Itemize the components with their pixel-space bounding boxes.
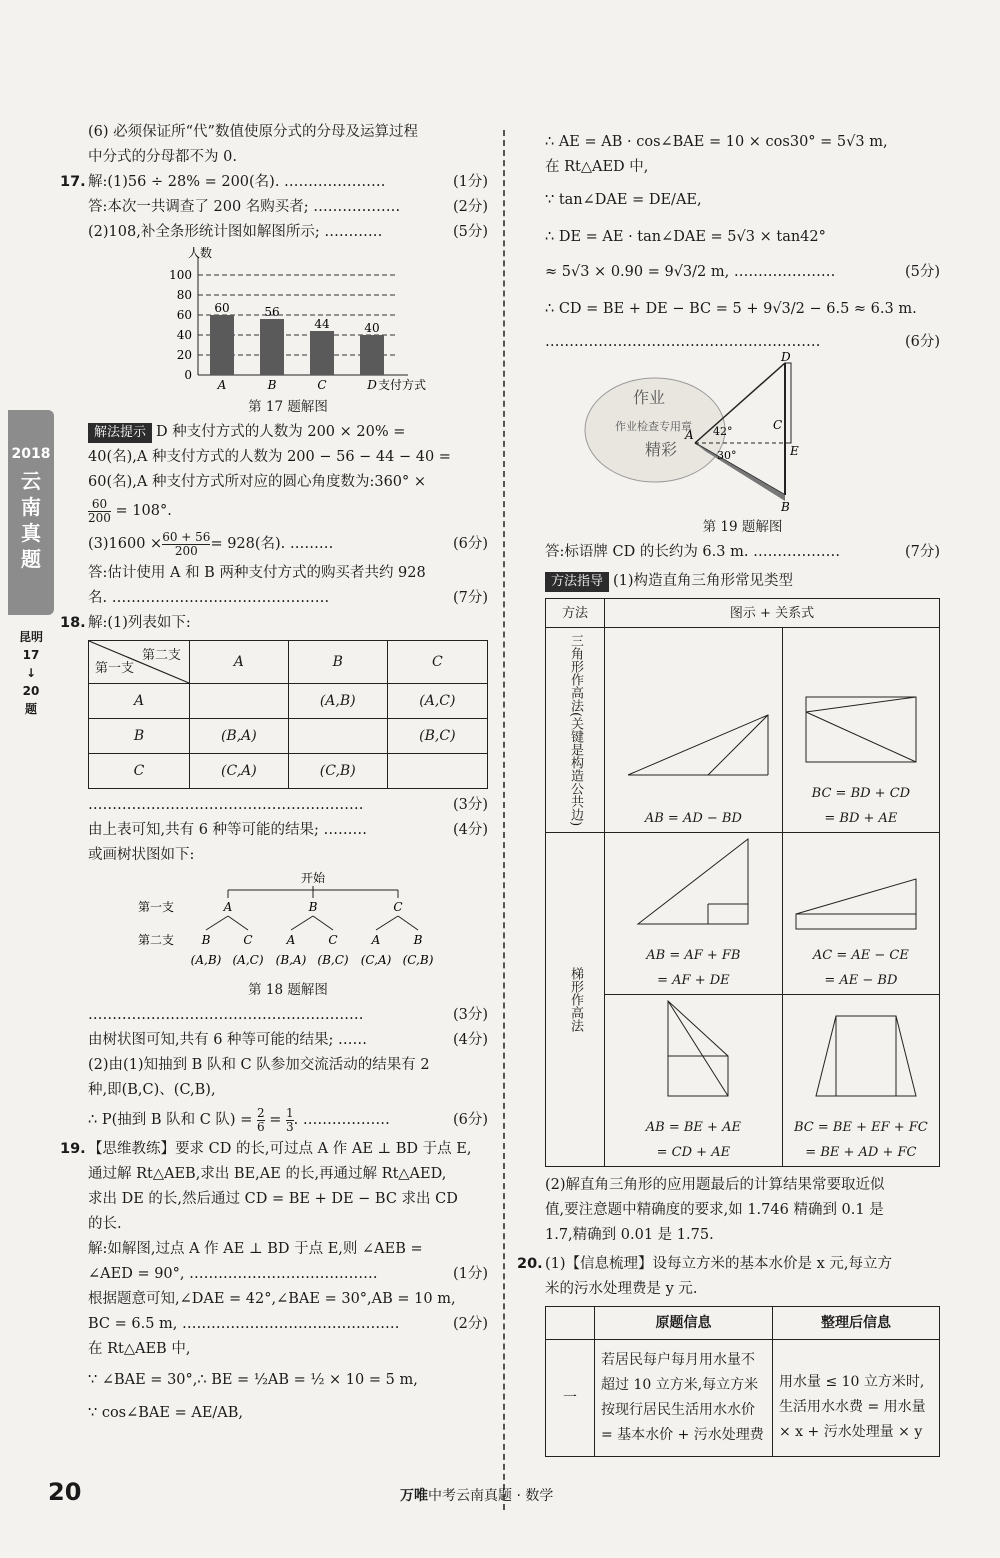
numerator: 2 — [256, 1105, 265, 1120]
r5-line: ≈ 5√3 × 0.90 = 9√3/2 m, ………………… (5分) — [545, 260, 940, 285]
denominator: 200 — [174, 543, 198, 558]
tree-outcome: (B,A) — [275, 953, 307, 967]
figure-19 — [545, 350, 940, 515]
row-header: C — [89, 754, 190, 789]
stamp-text: 精彩 — [645, 440, 678, 459]
footer-brand: 万唯 — [400, 1488, 428, 1504]
mt-cell — [605, 833, 783, 995]
text: = — [269, 1112, 282, 1128]
bar-value-label: 40 — [364, 321, 380, 335]
point-label: B — [781, 500, 790, 514]
info-table — [545, 1306, 940, 1457]
tree-node: A — [286, 933, 296, 947]
tree-level-label: 第二支 — [138, 933, 175, 947]
page-number: 20 — [48, 1478, 82, 1506]
side-char: 南 — [21, 495, 41, 519]
formula: AB = AF + FB — [646, 948, 741, 964]
formula: = BE + AD + FC — [805, 1145, 917, 1161]
text-line: 或画树状图如下: — [88, 847, 195, 863]
method-line — [545, 569, 940, 594]
text: (2)108,补全条形统计图如解图所示; — [88, 224, 320, 240]
text-line: 米的污水处理费是 y 元. — [545, 1281, 698, 1298]
q18-g-line: ∴ P(抽到 B 队和 C 队) = $\frac{2}{6}$ = $\frac{1}{3}$ . ……………… (6分) — [88, 1103, 488, 1137]
mt-row-label: 三角形作高法(关键是构造公共边) — [546, 628, 605, 833]
tree-diagram — [88, 868, 488, 978]
text: ≈ 5√3 × 0.90 = 9√3/2 m, — [545, 264, 730, 280]
ans19-line: 答:标语牌 CD 的长约为 6.3 m. ……………… (7分) — [545, 540, 940, 565]
text-line: ∴ CD = BE + DE − BC = 5 + 9√3/2 − 6.5 ≈ 6.3 m. — [545, 301, 917, 317]
footer-title — [400, 1485, 553, 1505]
y-tick-label: 60 — [176, 308, 192, 322]
formula: AB = AD − BD — [644, 811, 742, 827]
mt-cell — [782, 628, 939, 833]
x-tick-label: A — [217, 378, 227, 392]
text: 答:标语牌 CD 的长约为 6.3 m. — [545, 544, 749, 560]
question-number: 20. — [517, 1256, 543, 1273]
mt-head: 图示 + 关系式 — [605, 599, 940, 628]
diagram-1 — [608, 697, 778, 797]
denominator: 3 — [285, 1119, 294, 1134]
column-divider — [503, 130, 505, 1510]
info-head: 整理后信息 — [773, 1307, 940, 1340]
row-header: A — [89, 684, 190, 719]
col-header: B — [288, 641, 387, 684]
mt-cell — [605, 995, 783, 1167]
bar — [360, 335, 384, 375]
tree-start: 开始 — [300, 871, 326, 885]
info-head: 原题信息 — [595, 1307, 773, 1340]
point-label: D — [781, 350, 791, 364]
info-orig: 若居民每户每月用水量不超过 10 立方米,每立方米按现行居民生活用水水价 = 基本水价 + 污水处理费 — [595, 1340, 773, 1457]
side-tab — [8, 410, 54, 615]
text-line: ∵ tan∠DAE = DE/AE, — [545, 192, 702, 208]
denominator: 200 — [88, 510, 111, 525]
row-header: B — [89, 719, 190, 754]
q17-3-line: (3)1600 × $\frac{60 + 56}{200}$ = 928(名). ……… (6分) — [88, 527, 488, 561]
method-tag: 方法指导 — [545, 572, 609, 592]
col-header: A — [190, 641, 289, 684]
y-tick-label: 100 — [169, 268, 192, 282]
text: (3)1600 × — [88, 536, 163, 552]
text-line: ∵ ∠BAE = 30°,∴ BE = ½AB = ½ × 10 = 5 m, — [88, 1372, 418, 1388]
range-part: ↓ — [25, 666, 37, 680]
info-sorted: 用水量 ≤ 10 立方米时,生活用水水费 = 用水量 × x + 污水处理量 × y — [773, 1340, 940, 1457]
text-line: 解:如解图,过点 A 作 AE ⊥ BD 于点 E,则 ∠AEB = — [88, 1241, 423, 1257]
text-line: 在 Rt△AEB 中, — [88, 1341, 191, 1357]
table-row — [89, 754, 488, 789]
mt-cell — [782, 833, 939, 995]
text: BC = 6.5 m, — [88, 1316, 178, 1332]
chart-caption: 第 17 题解图 — [248, 399, 328, 415]
hint-line-4 — [88, 495, 488, 527]
side-char: 真 — [21, 521, 41, 545]
outcome-table — [88, 640, 488, 789]
q18-d-line: 由树状图可知,共有 6 种等可能的结果; …… (4分) — [88, 1028, 488, 1053]
text: ∴ P(抽到 B 队和 C 队) = — [88, 1112, 253, 1128]
point-label: C — [773, 418, 783, 432]
text-line: (2)由(1)知抽到 B 队和 C 队参加交流活动的结果有 2 — [88, 1057, 430, 1073]
points: (5分) — [452, 224, 488, 240]
text-line: (6) 必须保证所“代”数值使原分式的分母及运算过程 — [88, 124, 418, 140]
tree-node: C — [393, 900, 403, 914]
text-line: 在 Rt△AED 中, — [545, 159, 649, 175]
points: (6分) — [452, 536, 488, 552]
range-part: 20 — [22, 684, 40, 698]
fraction — [88, 498, 111, 525]
question-number: 18. — [60, 615, 86, 631]
tree-node: A — [223, 900, 233, 914]
table-cell — [190, 684, 289, 719]
x-tick-label: C — [317, 378, 327, 392]
formula: = CD + AE — [656, 1145, 731, 1161]
tree-outcome: (A,B) — [190, 953, 222, 967]
formula: = AE − BD — [824, 973, 898, 989]
bar — [260, 319, 284, 375]
text: 解:(1)列表如下: — [88, 615, 191, 631]
points: (2分) — [452, 1316, 488, 1332]
x-tick-label: B — [267, 378, 277, 392]
text-line: ∴ AE = AB · cos∠BAE = 10 × cos30° = 5√3 m, — [545, 134, 888, 150]
range-part: 17 — [22, 648, 40, 662]
text: 【思维教练】要求 CD 的长,可过点 A 作 AE ⊥ BD 于点 E, — [88, 1141, 472, 1157]
tree-outcome: (A,C) — [232, 953, 264, 967]
x-axis-label: 支付方式 — [378, 378, 427, 392]
text-line: 60(名),A 种支付方式所对应的圆心角度数为:360° × — [88, 474, 427, 490]
stamp-text: 作业 — [633, 388, 666, 407]
text-line: 种,即(B,C)、(C,B), — [88, 1082, 216, 1098]
text-line: ∴ DE = AE · tan∠DAE = 5√3 × tan42° — [545, 229, 826, 245]
r7-line: ………………………………………………… (6分) — [545, 330, 940, 355]
question-number: 17. — [60, 174, 86, 190]
q19-h-line: BC = 6.5 m, ……………………………………… (2分) — [88, 1312, 488, 1337]
points: (7分) — [904, 544, 940, 560]
formula: = AF + DE — [657, 973, 730, 989]
formula: BC = BE + EF + FC — [794, 1120, 928, 1136]
bar-value-label: 44 — [314, 317, 330, 331]
mt-cell — [605, 628, 783, 833]
bar-value-label: 60 — [214, 301, 230, 315]
hint-line-1 — [88, 420, 488, 445]
diagram-2 — [786, 682, 936, 772]
table-cell: (B,C) — [387, 719, 487, 754]
fraction — [257, 1107, 265, 1134]
bar-value-label: 56 — [264, 305, 280, 319]
range-part: 题 — [24, 702, 37, 716]
side-char: 云 — [21, 469, 41, 493]
q18-pts-line: ………………………………………………… (3分) — [88, 793, 488, 818]
diagram-4 — [786, 874, 936, 934]
text: 由上表可知,共有 6 种等可能的结果; — [88, 822, 319, 838]
numerator: 60 + 56 — [162, 529, 211, 544]
y-tick-label: 0 — [184, 368, 192, 382]
q18-pts2-line: ………………………………………………… (3分) — [88, 1003, 488, 1028]
figure-19-caption: 第 19 题解图 — [702, 519, 783, 535]
text: D 种支付方式的人数为 200 × 20% = — [156, 424, 406, 440]
formula: BC = BD + CD — [811, 786, 911, 802]
diagram-6 — [786, 1006, 936, 1106]
formula: = BD + AE — [824, 811, 898, 827]
header-first: 第一支 — [95, 661, 135, 676]
tree-branches — [206, 916, 418, 930]
q18-b-line: 由上表可知,共有 6 种等可能的结果; ……… (4分) — [88, 818, 488, 843]
right-column — [517, 130, 940, 1457]
mt-head: 方法 — [546, 599, 605, 628]
tree-node: C — [328, 933, 338, 947]
y-axis-label: 人数 — [188, 246, 213, 260]
side-char: 题 — [21, 547, 41, 571]
table-cell: (B,A) — [190, 719, 289, 754]
hint-tag: 解法提示 — [88, 423, 152, 443]
points: (1分) — [452, 174, 488, 190]
q17-line-3: (2)108,补全条形统计图如解图所示; ………… (5分) — [88, 220, 488, 245]
points: (1分) — [452, 1266, 488, 1282]
tree-node: B — [308, 900, 318, 914]
text: (1)【信息梳理】设每立方米的基本水价是 x 元,每立方 — [545, 1256, 893, 1273]
text-line: 答:估计使用 A 和 B 两种支付方式的购买者共约 928 — [88, 565, 426, 581]
text-line: 求出 DE 的长,然后通过 CD = BE + DE − BC 求出 CD — [88, 1191, 458, 1207]
side-range — [16, 628, 46, 718]
points: (7分) — [452, 590, 488, 606]
text: (1)构造直角三角形常见类型 — [613, 573, 794, 589]
bar-chart — [88, 245, 488, 395]
text-line: ∵ cos∠BAE = AE/AB, — [88, 1405, 244, 1421]
points: (6分) — [452, 1112, 488, 1128]
table-row — [89, 684, 488, 719]
y-tick-label: 20 — [176, 348, 192, 362]
info-head-blank — [546, 1307, 595, 1340]
text-line: 40(名),A 种支付方式的人数为 200 − 56 − 44 − 40 = — [88, 449, 451, 465]
points: (4分) — [452, 1032, 488, 1048]
side-tab-year: 2018 — [11, 446, 51, 462]
text-line: 1.7,精确到 0.01 是 1.75. — [545, 1227, 714, 1244]
text-line: 的长. — [88, 1216, 122, 1232]
text: 答:本次一共调查了 200 名购买者; — [88, 199, 309, 215]
points: (6分) — [904, 334, 940, 350]
bar — [310, 331, 334, 375]
text-line: 值,要注意题中精确度的要求,如 1.746 精确到 0.1 是 — [545, 1202, 884, 1219]
text: = 108°. — [115, 503, 172, 519]
points: (3分) — [452, 1007, 488, 1023]
tree-caption: 第 18 题解图 — [248, 982, 328, 998]
points: (4分) — [452, 822, 488, 838]
q17-line-2: 答:本次一共调查了 200 名购买者; ……………… (2分) — [88, 195, 488, 220]
text-line: (2)解直角三角形的应用题最后的计算结果常要取近似 — [545, 1177, 885, 1194]
table-cell: (C,A) — [190, 754, 289, 789]
formula: AB = BE + AE — [645, 1120, 741, 1136]
table-corner — [89, 641, 190, 684]
text: = 928(名). — [210, 536, 286, 552]
tree-outcome: (C,A) — [360, 953, 392, 967]
table-cell: (A,B) — [288, 684, 387, 719]
text-line: 根据题意可知,∠DAE = 42°,∠BAE = 30°,AB = 10 m, — [88, 1291, 456, 1307]
angle-label: 42° — [713, 425, 733, 438]
point-label: A — [685, 428, 694, 442]
text-line: 通过解 Rt△AEB,求出 BE,AE 的长,再通过解 Rt△AED, — [88, 1166, 447, 1182]
angle-label: 30° — [717, 449, 737, 462]
y-tick-label: 80 — [176, 288, 192, 302]
x-tick-label: D — [367, 378, 377, 392]
col-header: C — [387, 641, 487, 684]
denominator: 6 — [256, 1119, 265, 1134]
footer-text: 中考云南真题 · 数学 — [428, 1488, 554, 1504]
table-cell — [288, 719, 387, 754]
mt-cell — [782, 995, 939, 1167]
points: (2分) — [452, 199, 488, 215]
table-cell: (A,C) — [387, 684, 487, 719]
mt-row-label: 梯形作高法 — [546, 833, 605, 1167]
text: ∠AED = 90°, — [88, 1266, 185, 1282]
table-row — [89, 719, 488, 754]
q19-f-line: ∠AED = 90°, ………………………………… (1分) — [88, 1262, 488, 1287]
text: 名. — [88, 590, 108, 606]
text: 解:(1)56 ÷ 28% = 200(名). — [88, 174, 280, 190]
stamp-text: 作业检查专用章 — [615, 420, 692, 433]
header-second: 第二支 — [141, 648, 181, 663]
q19-line-1 — [60, 1137, 488, 1162]
tree-level-label: 第一支 — [138, 900, 175, 914]
fraction — [286, 1107, 294, 1134]
numerator: 1 — [285, 1105, 294, 1120]
tree-node: B — [413, 933, 423, 947]
tree-node: C — [243, 933, 253, 947]
left-column — [60, 120, 488, 1426]
tree-node: A — [371, 933, 381, 947]
q17-ans-line: 名. ……………………………………… (7分) — [88, 586, 488, 611]
table-cell — [387, 754, 487, 789]
table-cell: (C,B) — [288, 754, 387, 789]
slope — [695, 443, 785, 501]
points: (5分) — [904, 264, 940, 280]
q17-line-1: 17. 解:(1)56 ÷ 28% = 200(名). ………………… (1分) — [88, 170, 488, 195]
formula: AC = AE − CE — [812, 948, 909, 964]
side-tab-title — [8, 468, 54, 572]
tree-node: B — [201, 933, 211, 947]
info-row-label: 一 — [546, 1340, 595, 1457]
point-label: E — [790, 444, 799, 458]
text-line: 中分式的分母都不为 0. — [88, 149, 237, 165]
range-part: 昆明 — [18, 630, 43, 644]
q18-line — [60, 611, 488, 636]
question-number: 19. — [60, 1141, 86, 1157]
points: (3分) — [452, 797, 488, 813]
bar — [210, 315, 234, 375]
diagram-3 — [618, 834, 768, 934]
method-table — [545, 598, 940, 1167]
numerator: 60 — [88, 498, 111, 512]
text: 由树状图可知,共有 6 种等可能的结果; — [88, 1032, 334, 1048]
tree-outcome: (C,B) — [402, 953, 434, 967]
q20-line — [517, 1252, 940, 1277]
tree-outcome: (B,C) — [317, 953, 349, 967]
y-tick-label: 40 — [176, 328, 192, 342]
diagram-5 — [618, 996, 768, 1106]
fraction — [162, 531, 210, 558]
